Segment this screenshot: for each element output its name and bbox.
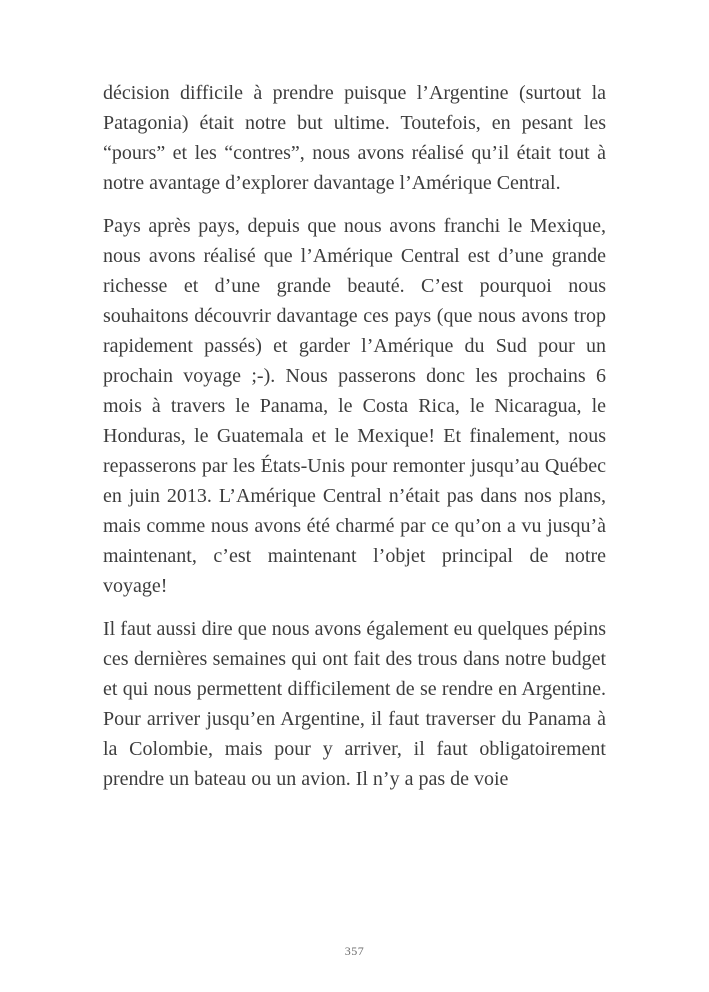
page-number: 357	[344, 944, 365, 958]
paragraph-2: Pays après pays, depuis que nous avons franchi le Mexique, nous avons réalisé que l’Amérique Central est d’une grande richesse et d’une grande beauté. C’est pourquoi nous souhaitons découvrir davantage ces pays (que nous avons trop rapidement passés) et garder l’Amérique du Sud pour un prochain voyage ;-). Nous passerons donc les prochains 6 mois à travers le Panama, le Costa Rica, le Nicaragua, le Honduras, le Guatemala et le Mexique! Et finalement, nous repasserons par les États-Unis pour remonter jusqu’au Québec en juin 2013. L’Amérique Central n’était pas dans nos plans, mais comme nous avons été charmé par ce qu’on a vu jusqu’à maintenant, c’est maintenant l’objet principal de notre voyage!	[103, 215, 606, 597]
paragraph-1: décision difficile à prendre puisque l’Argentine (surtout la Patagonia) était notre but ultime. Toutefois, en pesant les “pours” et les “contres”, nous avons réalisé qu’il était tout à notre avantage d’explorer davantage l’Amérique Central.	[103, 82, 606, 194]
paragraph-3: Il faut aussi dire que nous avons également eu quelques pépins ces dernières semaines qui ont fait des trous dans notre budget et qui nous permettent difficilement de se rendre en Argentine. Pour arriver jusqu’en Argentine, il faut traverser du Panama à la Colombie, mais pour y arriver, il faut obligatoirement prendre un bateau ou un avion. Il n’y a pas de voie	[103, 618, 606, 790]
page-text	[103, 78, 606, 807]
